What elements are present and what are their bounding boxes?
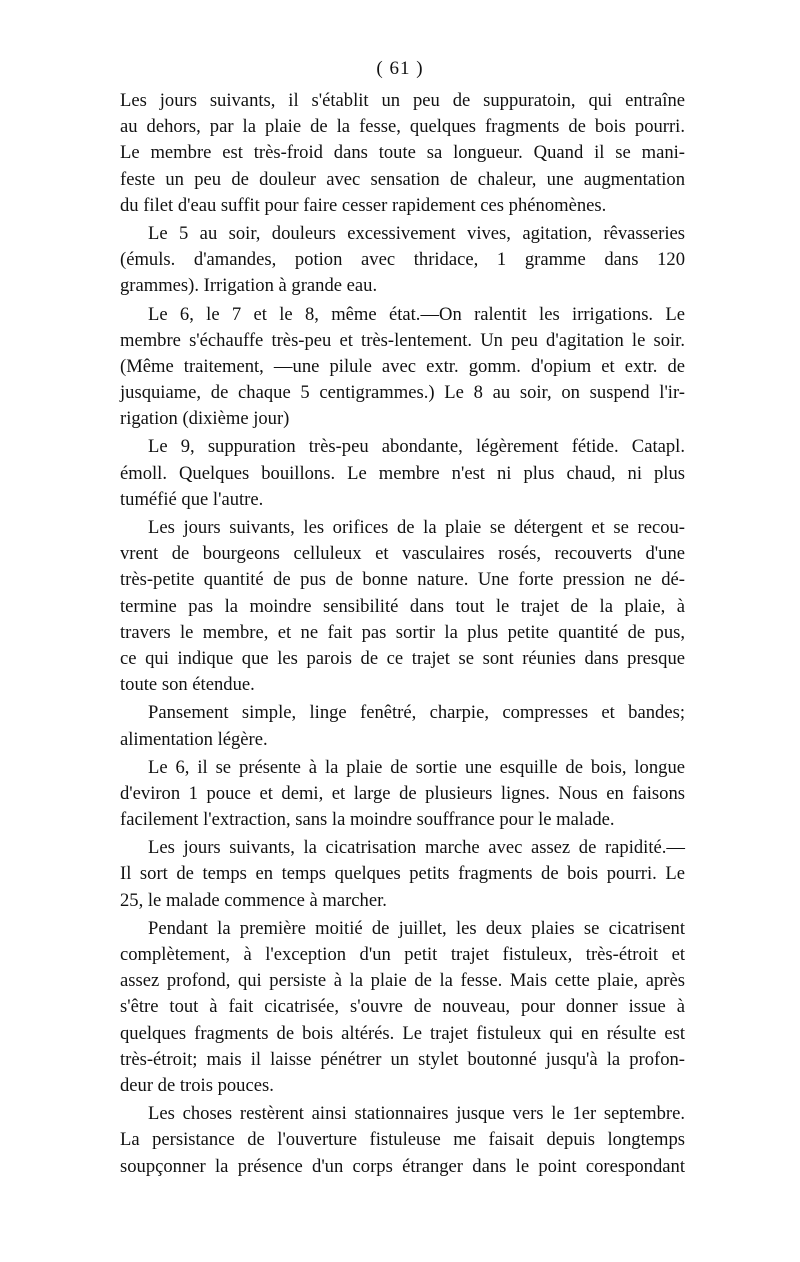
text-line: du filet d'eau suffit pour faire cesser rapidement ces phénomènes. [120, 194, 607, 216]
paragraph-1 [120, 88, 685, 219]
paragraph-6 [120, 700, 685, 752]
text-line: La persistance de l'ouverture fistuleuse me faisait depuis longtemps [120, 1129, 685, 1151]
paragraph-3 [120, 302, 685, 433]
text-line: émoll. Quelques bouillons. Le membre n'est ni plus chaud, ni plus [120, 462, 685, 484]
text-line: Les jours suivants, il s'établit un peu de suppuratoin, qui entraîne [120, 90, 685, 111]
text-line: Pendant la première moitié de juillet, les deux plaies se cicatrisent [148, 917, 685, 939]
text-line: alimentation légère. [120, 728, 268, 750]
text-line: quelques fragments de bois altérés. Le trajet fistuleux qui en résulte est [120, 1022, 685, 1044]
text-line: Le 5 au soir, douleurs excessivement vives, agitation, rêvasseries [148, 222, 685, 244]
text-line: Le 9, suppuration très-peu abondante, légèrement fétide. Catapl. [148, 436, 685, 458]
text-line: vrent de bourgeons celluleux et vasculaires rosés, recouverts d'une [120, 543, 685, 565]
text-line: (émuls. d'amandes, potion avec thridace, 1 gramme dans 120 [120, 249, 685, 271]
text-line: Les jours suivants, les orifices de la plaie se détergent et se recou- [148, 517, 685, 538]
text-line: ce qui indique que les parois de ce trajet se sont réunies dans presque [120, 647, 685, 669]
text-line: tuméfié que l'autre. [120, 488, 264, 510]
text-line: travers le membre, et ne fait pas sortir la plus petite quantité de pus, [120, 621, 685, 643]
text-line: Les jours suivants, la cicatrisation marche avec assez de rapidité.— [148, 837, 685, 859]
text-line: assez profond, qui persiste à la plaie de la fesse. Mais cette plaie, après [120, 970, 685, 992]
body-text [120, 88, 685, 1182]
text-line: deur de trois pouces. [120, 1074, 274, 1096]
text-line: feste un peu de douleur avec sensation de chaleur, une augmentation [120, 168, 685, 190]
paragraph-7 [120, 755, 685, 834]
paragraph-8 [120, 835, 685, 914]
text-line: jusquiame, de chaque 5 centigrammes.) Le 8 au soir, on suspend l'ir- [120, 382, 685, 404]
text-line: membre s'échauffe très-peu et très-lentement. Un peu d'agitation le soir. [120, 329, 685, 351]
paragraph-4 [120, 434, 685, 513]
text-line: toute son étendue. [120, 674, 255, 696]
paragraph-2 [120, 221, 685, 300]
text-line: au dehors, par la plaie de la fesse, quelques fragments de bois pourri. [120, 116, 685, 138]
text-line: (Même traitement, —une pilule avec extr. gomm. d'opium et extr. de [120, 355, 685, 377]
paragraph-10 [120, 1101, 685, 1180]
text-line: 25, le malade commence à marcher. [120, 889, 387, 911]
text-line: très-étroit; mais il laisse pénétrer un stylet boutonné jusqu'à la profon- [120, 1048, 685, 1070]
text-line: Il sort de temps en temps quelques petits fragments de bois pourri. Le [120, 863, 685, 885]
text-line: facilement l'extraction, sans la moindre souffrance pour le malade. [120, 809, 615, 831]
text-line: Les choses restèrent ainsi stationnaires jusque vers le 1er septembre. [148, 1103, 685, 1125]
text-line: d'eviron 1 pouce et demi, et large de plusieurs lignes. Nous en faisons [120, 782, 685, 804]
text-line: s'être tout à fait cicatrisée, s'ouvre de nouveau, pour donner issue à [120, 996, 685, 1018]
text-line: Le 6, il se présente à la plaie de sortie une esquille de bois, longue [148, 756, 685, 778]
paragraph-5 [120, 515, 685, 698]
text-line: Le 6, le 7 et le 8, même état.—On ralentit les irrigations. Le [148, 303, 685, 325]
text-line: rigation (dixième jour) [120, 408, 290, 430]
paragraph-9 [120, 916, 685, 1099]
page-number: ( 61 ) [376, 58, 424, 79]
text-line: grammes). Irrigation à grande eau. [120, 275, 378, 297]
text-line: soupçonner la présence d'un corps étranger dans le point corespondant [120, 1155, 685, 1177]
text-line: Pansement simple, linge fenêtré, charpie, compresses et bandes; [148, 702, 685, 724]
text-line: complètement, à l'exception d'un petit trajet fistuleux, très-étroit et [120, 944, 685, 965]
text-line: termine pas la moindre sensibilité dans tout le trajet de la plaie, à [120, 595, 685, 617]
text-line: très-petite quantité de pus de bonne nature. Une forte pression ne dé- [120, 569, 685, 591]
text-line: Le membre est très-froid dans toute sa longueur. Quand il se mani- [120, 142, 685, 164]
